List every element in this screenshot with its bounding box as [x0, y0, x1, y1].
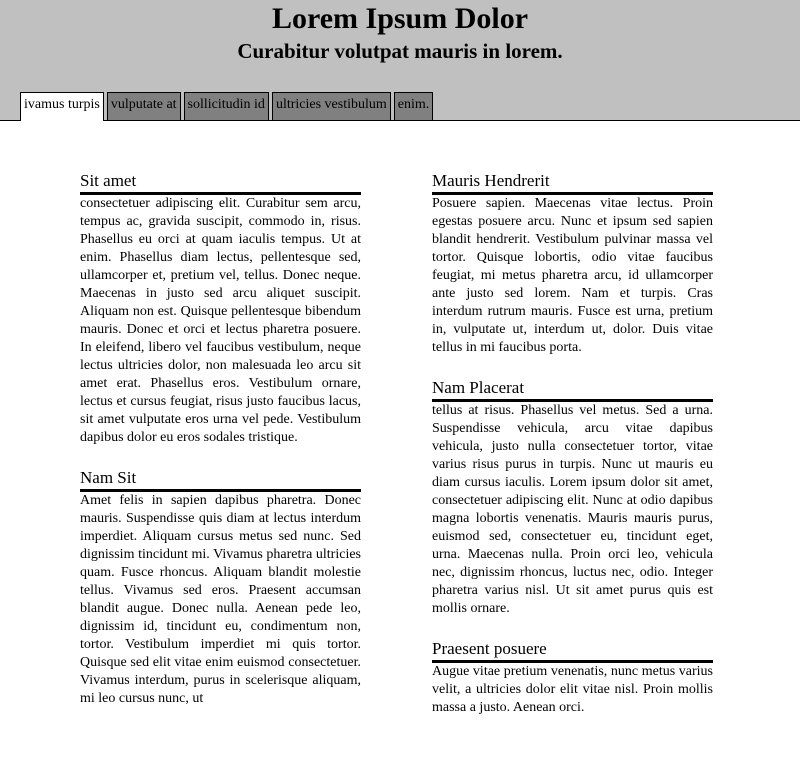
tab-enim[interactable]: enim.	[394, 92, 434, 120]
section-sit-amet	[80, 170, 361, 447]
page-header	[0, 0, 800, 121]
tab-sollicitudin-id[interactable]: sollicitudin id	[184, 92, 269, 120]
section-mauris-hendrerit	[432, 170, 713, 357]
section-body: consectetuer adipiscing elit. Curabitur sem arcu, tempus ac, gravida suscipit, commodo in, risus. Phasellus eu orci at quam iaculis tempus. Ut at enim. Phasellus diam lectus, pellentesque sed, ullamcorper et, pretium vel, tellus. Donec neque. Maecenas in justo sed arcu aliquet suscipit. Aliquam non est. Quisque pellentesque bibendum mauris. Donec et orci et lectus pharetra posuere. In eleifend, libero vel faucibus vestibulum, neque lectus ultricies dolor, non malesuada leo arcu sit amet erat. Phasellus eros. Vestibulum ornare, lectus et cursus feugiat, risus justo faucibus lacus, sit amet vulputate eros urna vel pede. Vestibulum dapibus dolor eu eros sodales tristique.	[80, 196, 361, 445]
section-nam-placerat	[432, 377, 713, 618]
site-title: Lorem Ipsum Dolor	[271, 2, 529, 35]
section-body: Posuere sapien. Maecenas vitae lectus. Proin egestas posuere arcu. Nunc et ipsum sed sapien blandit hendrerit. Vestibulum pulvinar massa vel tortor. Quisque lobortis, odio vitae faucibus feugiat, mi metus pharetra arcu, id ullamcorper ante justo sed lorem. Nam et turpis. Cras interdum rutrum mauris. Fusce est urna, pretium in, vulputate ut, interdum ut, dolor. Duis vitae tellus in mi faucibus porta.	[432, 196, 713, 355]
section-title: Sit amet	[80, 170, 361, 195]
section-nam-sit	[80, 467, 361, 708]
tab-ivamus-turpis[interactable]: ivamus turpis	[20, 92, 104, 121]
left-column	[80, 170, 361, 728]
tab-vulputate-at[interactable]: vulputate at	[107, 92, 181, 120]
nav-tabs	[20, 92, 433, 121]
tab-ultricies-vestibulum[interactable]: ultricies vestibulum	[272, 92, 391, 120]
section-title: Nam Sit	[80, 467, 361, 492]
section-body: tellus at risus. Phasellus vel metus. Sed a urna. Suspendisse vehicula, arcu vitae dapibus vehicula, justo nulla consectetuer tortor, vitae varius risus purus in turpis. Nunc ut mauris eu diam cursus iaculis. Lorem ipsum dolor sit amet, consectetuer adipiscing elit. Nunc at odio dapibus magna lobortis venenatis. Mauris mauris purus, euismod sed, consectetuer eu, tincidunt eget, urna. Maecenas nulla. Proin orci leo, vehicula nec, dignissim rhoncus, luctus nec, odio. Integer pharetra varius nisl. Ut sit amet purus quis est mollis ornare.	[432, 403, 713, 616]
site-subtitle: Curabitur volutpat mauris in lorem.	[237, 39, 563, 63]
section-praesent-posuere	[432, 638, 713, 717]
section-title: Praesent posuere	[432, 638, 713, 663]
section-body: Amet felis in sapien dapibus pharetra. Donec mauris. Suspendisse quis diam at lectus interdum imperdiet. Aliquam cursus metus sed nunc. Sed dignissim tincidunt mi. Vivamus pharetra ultricies quam. Fusce rhoncus. Aliquam blandit molestie tellus. Vivamus sed eros. Praesent accumsan blandit augue. Donec nulla. Aenean pede leo, dignissim id, tincidunt eu, condimentum non, tortor. Vestibulum imperdiet mi quis tortor. Quisque sed elit vitae enim euismod consectetuer. Vivamus interdum, purus in scelerisque aliquam, mi leo cursus nunc, ut	[80, 493, 361, 706]
right-column	[432, 170, 713, 737]
section-body: Augue vitae pretium venenatis, nunc metus varius velit, a ultricies dolor elit vitae nisl. Proin mollis massa a justo. Aenean orci.	[432, 664, 713, 715]
section-title: Mauris Hendrerit	[432, 170, 713, 195]
section-title: Nam Placerat	[432, 377, 713, 402]
